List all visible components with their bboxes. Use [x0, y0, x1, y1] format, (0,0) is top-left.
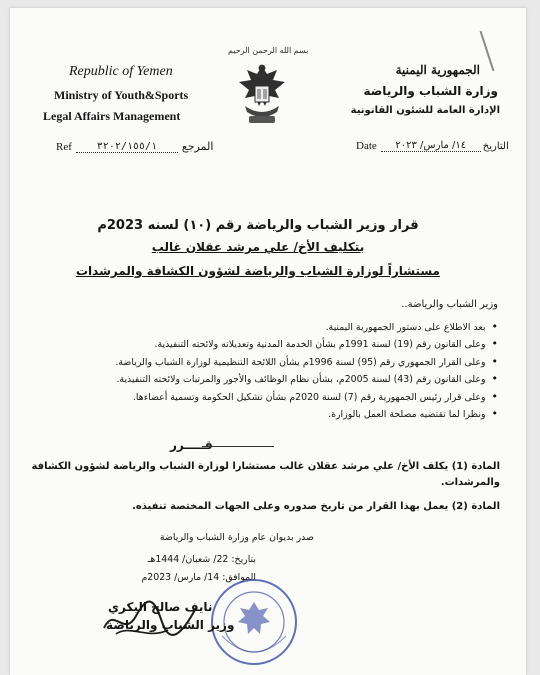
- issued-gregorian-date: الموافق: 14/ مارس/ 2023م: [141, 572, 256, 583]
- yemen-eagle-emblem-icon: [231, 60, 293, 128]
- ref-value: ٣٢٠٢/١٥٥/١: [76, 141, 178, 153]
- decree-subject-position: مستشاراً لوزارة الشباب والرياضة لشؤون الكشافة والمرشدات: [76, 264, 440, 278]
- ref-label-ar: المرجع: [181, 140, 214, 153]
- header-en-republic: Republic of Yemen: [69, 64, 173, 79]
- header-en-dept: Legal Affairs Management: [43, 109, 181, 123]
- header-en-ministry: Ministry of Youth&Sports: [54, 88, 189, 102]
- decision-heading: قـــــرر: [170, 438, 213, 452]
- basmala: بسم الله الرحمن الرحيم: [228, 46, 309, 55]
- paper-fold-mark: [480, 31, 495, 72]
- preamble-item: • بعد الاطلاع على دستور الجمهورية اليمنية.: [98, 319, 498, 336]
- date-label-en: Date: [356, 140, 377, 152]
- preamble-item: • وعلى القانون رقم (43) لسنة 2005م، بشأن نظام الوظائف والأجور والمرتبات ولائحته التنفيذية.: [98, 371, 498, 388]
- decree-title: قرار وزير الشباب والرياضة رقم (١٠) لسنه 2023م: [97, 218, 419, 233]
- minister-heading: وزير الشباب والرياضة..: [401, 299, 498, 310]
- issued-hijri-date: بتاريخ: 22/ شعبان/ 1444هـ: [147, 554, 256, 565]
- article-2: المادة (2) يعمل بهذا القرار من تاريخ صدوره وعلى الجهات المختصة تنفيذه.: [132, 501, 500, 512]
- preamble-item: • وعلى قرار رئيس الجمهورية رقم (7) لسنة 2020م بشأن تشكيل الحكومة وتسمية أعضاءها.: [98, 389, 498, 406]
- header-ar-dept: الإدارة العامة للشئون القانونية: [350, 105, 500, 116]
- handwritten-signature-icon: [96, 588, 206, 646]
- preamble-item: • وعلى القرار الجمهوري رقم (95) لسنة 1996م بشأن اللائحة التنظيمية لوزارة الشباب والرياضة.: [98, 354, 498, 371]
- ref-field: [56, 140, 213, 153]
- preamble-item: • ونظرا لما تقتضيه مصلحة العمل بالوزارة.: [98, 406, 498, 423]
- document-page: [10, 8, 526, 675]
- date-field: [356, 140, 509, 152]
- ref-label-en: Ref: [56, 141, 72, 153]
- date-label-ar: التاريخ: [482, 141, 509, 152]
- preamble-item: • وعلى القانون رقم (19) لسنة 1991م بشأن الخدمة المدنية وتعديلاته ولائحته التنفيذية.: [98, 336, 498, 353]
- issued-line: صدر بديوان عام وزارة الشباب والرياضة: [159, 532, 314, 543]
- header-ar-ministry: وزارة الشباب والرياضة: [363, 84, 498, 98]
- decree-subject-name: بتكليف الأخ/ علي مرشد عقلان غالب: [151, 240, 365, 254]
- header-ar-republic: الجمهورية اليمنية: [395, 63, 480, 77]
- date-value: ١٤/ مارس/ ٢٠٢٣: [381, 140, 481, 152]
- signatory-name: نايف صالح البكري: [108, 600, 213, 614]
- signatory-title: وزير الشباب والرياضة: [106, 618, 235, 632]
- article-1: المادة (1) يكلف الأخ/ علي مرشد عقلان غالب مستشارا لوزارة الشباب والرياضة لشؤون الكشافة والمرشدات.: [31, 461, 500, 488]
- preamble-list: [98, 319, 498, 423]
- decision-underline: [202, 446, 274, 447]
